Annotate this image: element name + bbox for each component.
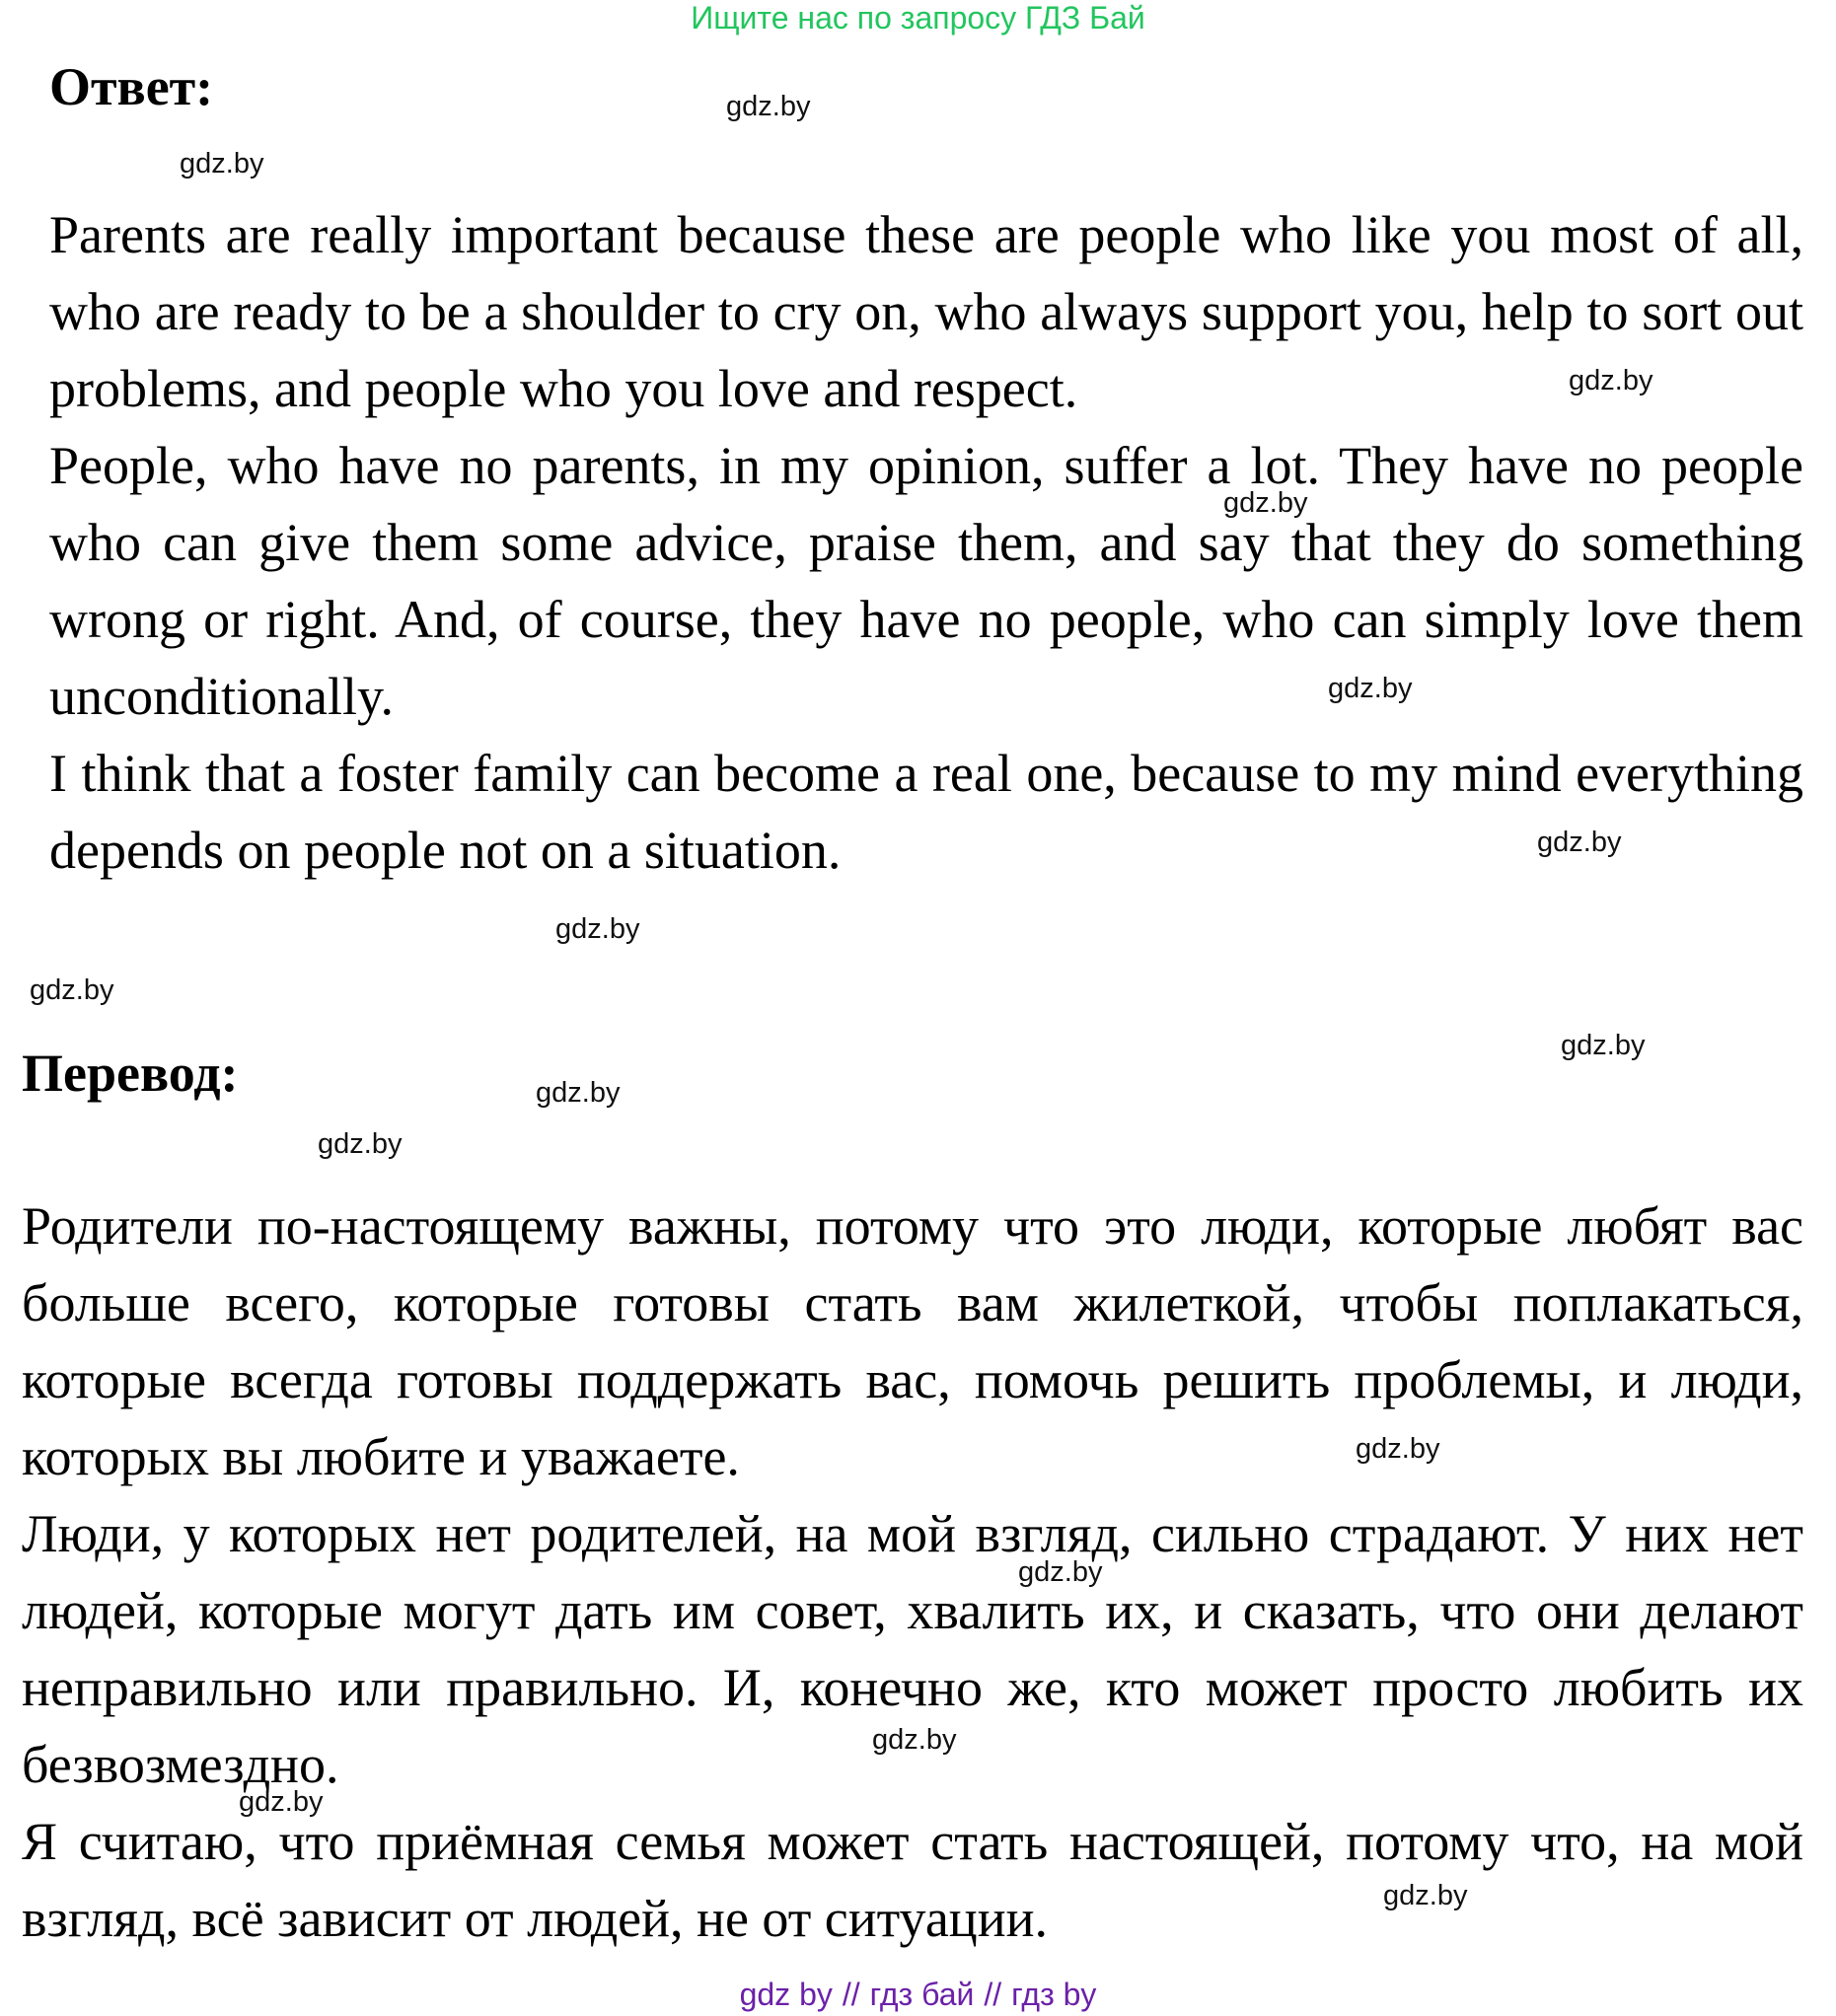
footer-separator: // [842,1977,860,2012]
translation-paragraph-2: Люди, у которых нет родителей, на мой взгляд, сильно страдают. У них нет людей, которые могут дать им совет, хвалить их, и сказать, что они делают неправильно или правильно. И, конечно же, кто может просто любить их безвозмездно. [22,1504,1803,1794]
answer-heading: Ответ: [49,57,214,116]
footer-link-3[interactable]: гдз by [1011,1977,1097,2012]
watermark: gdz.by [872,1724,957,1756]
watermark: gdz.by [726,91,811,122]
watermark: gdz.by [30,974,114,1006]
footer-link-1[interactable]: gdz by [739,1977,833,2012]
watermark: gdz.by [180,148,264,180]
footer-separator: // [984,1977,1002,2012]
translation-text [22,1188,1803,1957]
answer-paragraph-3: I think that a foster family can become a real one, because to my mind everything depends on people not on a situation. [49,744,1803,880]
answer-text [49,196,1803,889]
header-banner: Ищите нас по запросу ГДЗ Бай [691,0,1145,36]
watermark: gdz.by [1018,1556,1103,1588]
watermark: gdz.by [1569,365,1653,396]
watermark: gdz.by [536,1077,621,1109]
watermark: gdz.by [239,1786,324,1818]
translation-heading: Перевод: [22,1044,239,1103]
watermark: gdz.by [1537,827,1622,858]
answer-paragraph-1: Parents are really important because these are people who like you most of all, who are ready to be a shoulder to cry on, who always support you, help to sort out problems, and people who you love and respect. [49,205,1803,418]
watermark: gdz.by [1561,1030,1646,1061]
translation-paragraph-3: Я считаю, что приёмная семья может стать настоящей, потому что, на мой взгляд, всё зависит от людей, не от ситуации. [22,1812,1803,1948]
watermark: gdz.by [318,1128,403,1160]
watermark: gdz.by [1223,487,1308,519]
watermark: gdz.by [555,913,640,945]
watermark: gdz.by [1383,1880,1468,1911]
answer-paragraph-2: People, who have no parents, in my opinion, suffer a lot. They have no people who can give them some advice, praise them, and say that they do something wrong or right. And, of course, they have no people, who can simply love them unconditionally. [49,436,1803,726]
footer [0,1977,1836,2012]
translation-paragraph-1: Родители по-настоящему важны, потому что это люди, которые любят вас больше всего, которые готовы стать вам жилеткой, чтобы поплакаться, которые всегда готовы поддержать вас, помочь решить проблемы, и люди, которых вы любите и уважаете. [22,1196,1803,1486]
watermark: gdz.by [1328,673,1413,704]
footer-link-2[interactable]: гдз бай [869,1977,975,2012]
watermark: gdz.by [1356,1433,1440,1465]
